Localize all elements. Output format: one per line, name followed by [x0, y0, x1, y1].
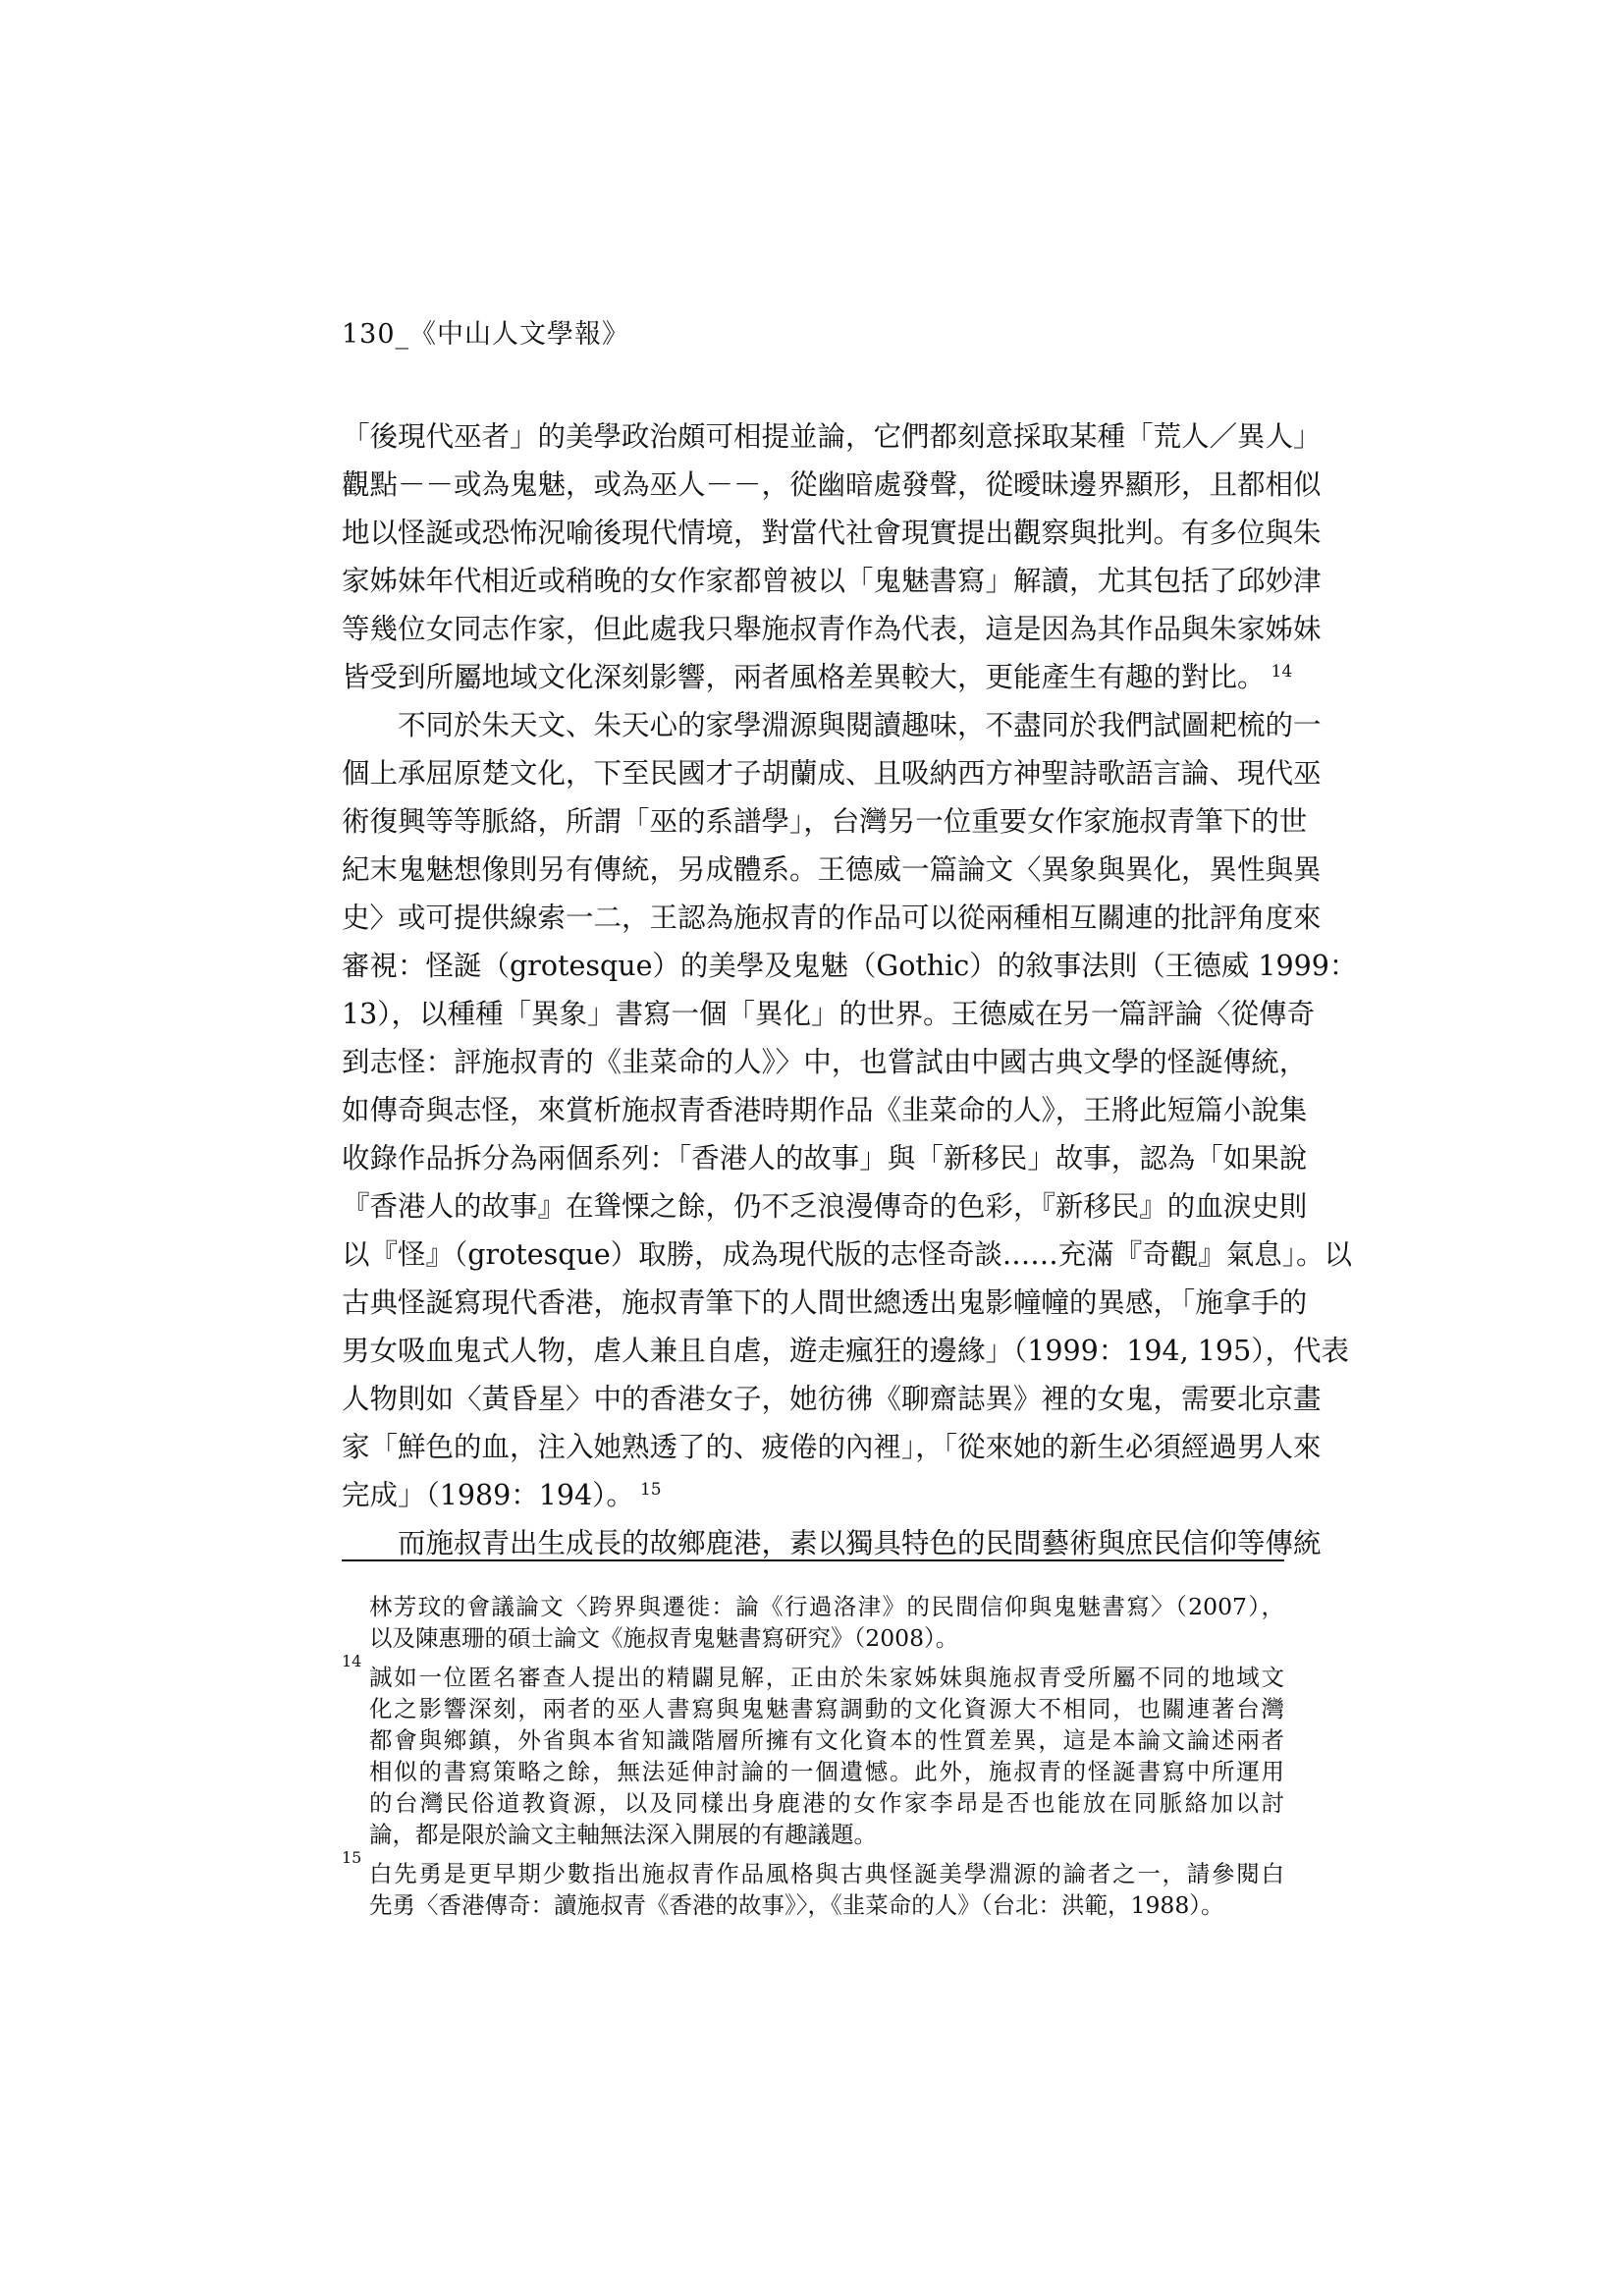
- footnote-14: [342, 1652, 1284, 1693]
- footnote-number: 14: [342, 1652, 362, 1670]
- footnote-divider: [342, 1559, 1284, 1561]
- text-line: 古典怪誕寫現代香港，施叔青筆下的人間世總透出鬼影幢幢的異感，「施拿手的: [342, 1286, 1308, 1319]
- footnote-text: 白先勇是更早期少數指出施叔青作品風格與古典怪誕美學淵源的論者之一，請參閱白: [369, 1860, 1284, 1887]
- text-line: 「後現代巫者」的美學政治頗可相提並論，它們都刻意採取某種「荒人／異人」: [342, 420, 1322, 453]
- footnote-line: 林芳玟的會議論文〈跨界與遷徙：論《行過洛津》的民間信仰與鬼魅書寫〉（2007），: [369, 1593, 1284, 1620]
- text-line: 家「鮮色的血，注入她熟透了的、疲倦的內裡」，「從來她的新生必須經過男人來: [342, 1431, 1322, 1463]
- text-line: [342, 653, 1293, 701]
- text-line: 等幾位女同志作家，但此處我只舉施叔青作為代表，這是因為其作品與朱家姊妹: [342, 613, 1322, 645]
- footnote-line: 相似的書寫策略之餘，無法延伸討論的一個遺憾。此外，施叔青的怪誕書寫中所運用: [369, 1758, 1284, 1785]
- text-line: 而施叔青出生成長的故鄉鹿港，素以獨具特色的民間藝術與庶民信仰等傳統: [398, 1527, 1322, 1559]
- text-line: 13），以種種「異象」書寫一個「異化」的世界。王德威在另一篇評論〈從傳奇: [342, 998, 1316, 1030]
- text-span: 皆受到所屬地域文化深刻影響，兩者風格差異較大，更能產生有趣的對比。: [342, 661, 1266, 693]
- text-line: 男女吸血鬼式人物，虐人兼且自虐，遊走瘋狂的邊緣」（1999：194, 195），代表: [342, 1335, 1349, 1367]
- main-text: [342, 412, 1358, 1567]
- footnotes: [342, 1591, 1284, 1921]
- footnote-line: 化之影響深刻，兩者的巫人書寫與鬼魅書寫調動的文化資源大不相同，也關連著台灣: [369, 1695, 1284, 1722]
- text-line: 審視：怪誕（grotesque）的美學及鬼魅（Gothic）的敘事法則（王德威 1999：: [342, 950, 1358, 982]
- text-line: 家姊妹年代相近或稍晚的女作家都曾被以「鬼魅書寫」解讀，尤其包括了邱妙津: [342, 565, 1322, 597]
- text-line: 史〉或可提供線索一二，王認為施叔青的作品可以從兩種相互關連的批評角度來: [342, 902, 1322, 934]
- text-line: 收錄作品拆分為兩個系列：「香港人的故事」與「新移民」故事，認為「如果說: [342, 1142, 1308, 1175]
- footnote-ref-14[interactable]: 14: [1271, 661, 1293, 682]
- text-line: 個上承屈原楚文化，下至民國才子胡蘭成、且吸納西方神聖詩歌語言論、現代巫: [342, 757, 1322, 790]
- footnote-text: 誠如一位匿名審查人提出的精闢見解，正由於朱家姊妹與施叔青受所屬不同的地域文: [369, 1664, 1284, 1691]
- text-span: 完成」（1989：194）。: [342, 1479, 634, 1511]
- footnote-line: 先勇〈香港傳奇：讀施叔青《香港的故事》〉，《韭菜命的人》（台北：洪範，1988）。: [369, 1891, 1224, 1919]
- text-line: 觀點－－或為鬼魅，或為巫人－－，從幽暗處發聲，從曖昧邊界顯形，且都相似: [342, 468, 1322, 501]
- footnote-line: 論，都是限於論文主軸無法深入開展的有趣議題。: [369, 1821, 877, 1848]
- text-line: 如傳奇與志怪，來賞析施叔青香港時期作品《韭菜命的人》，王將此短篇小說集: [342, 1094, 1308, 1126]
- footnote-15: [342, 1848, 1284, 1889]
- text-line: 人物則如〈黃昏星〉中的香港女子，她彷彿《聊齋誌異》裡的女鬼，需要北京畫: [342, 1383, 1322, 1415]
- footnote-line: 的台灣民俗道教資源，以及同樣出身鹿港的女作家李昂是否也能放在同脈絡加以討: [369, 1789, 1284, 1817]
- text-line: 『香港人的故事』在聳慄之餘，仍不乏浪漫傳奇的色彩，『新移民』的血淚史則: [342, 1190, 1308, 1223]
- text-line: 到志怪：評施叔青的《韭菜命的人》〉中，也嘗試由中國古典文學的怪誕傳統，: [342, 1046, 1308, 1078]
- footnote-line: 都會與鄉鎮，外省與本省知識階層所擁有文化資本的性質差異，這是本論文論述兩者: [369, 1726, 1284, 1754]
- running-head: 130_《中山人文學報》: [342, 319, 630, 350]
- footnote-ref-15[interactable]: 15: [639, 1479, 662, 1500]
- text-line: 不同於朱天文、朱天心的家學淵源與閱讀趣味，不盡同於我們試圖耙梳的一: [398, 709, 1322, 741]
- footnote-number: 15: [342, 1848, 362, 1867]
- text-line: [342, 1471, 1284, 1519]
- text-line: 術復興等等脈絡，所謂「巫的系譜學」，台灣另一位重要女作家施叔青筆下的世: [342, 805, 1308, 838]
- footnote-line: 以及陳惠珊的碩士論文《施叔青鬼魅書寫研究》（2008）。: [369, 1624, 959, 1652]
- text-line: 以『怪』（grotesque）取勝，成為現代版的志怪奇談……充滿『奇觀』氣息」。以: [342, 1238, 1352, 1271]
- text-line: 紀末鬼魅想像則另有傳統，另成體系。王德威一篇論文〈異象與異化，異性與異: [342, 853, 1322, 886]
- text-line: 地以怪誕或恐怖況喻後現代情境，對當代社會現實提出觀察與批判。有多位與朱: [342, 517, 1322, 549]
